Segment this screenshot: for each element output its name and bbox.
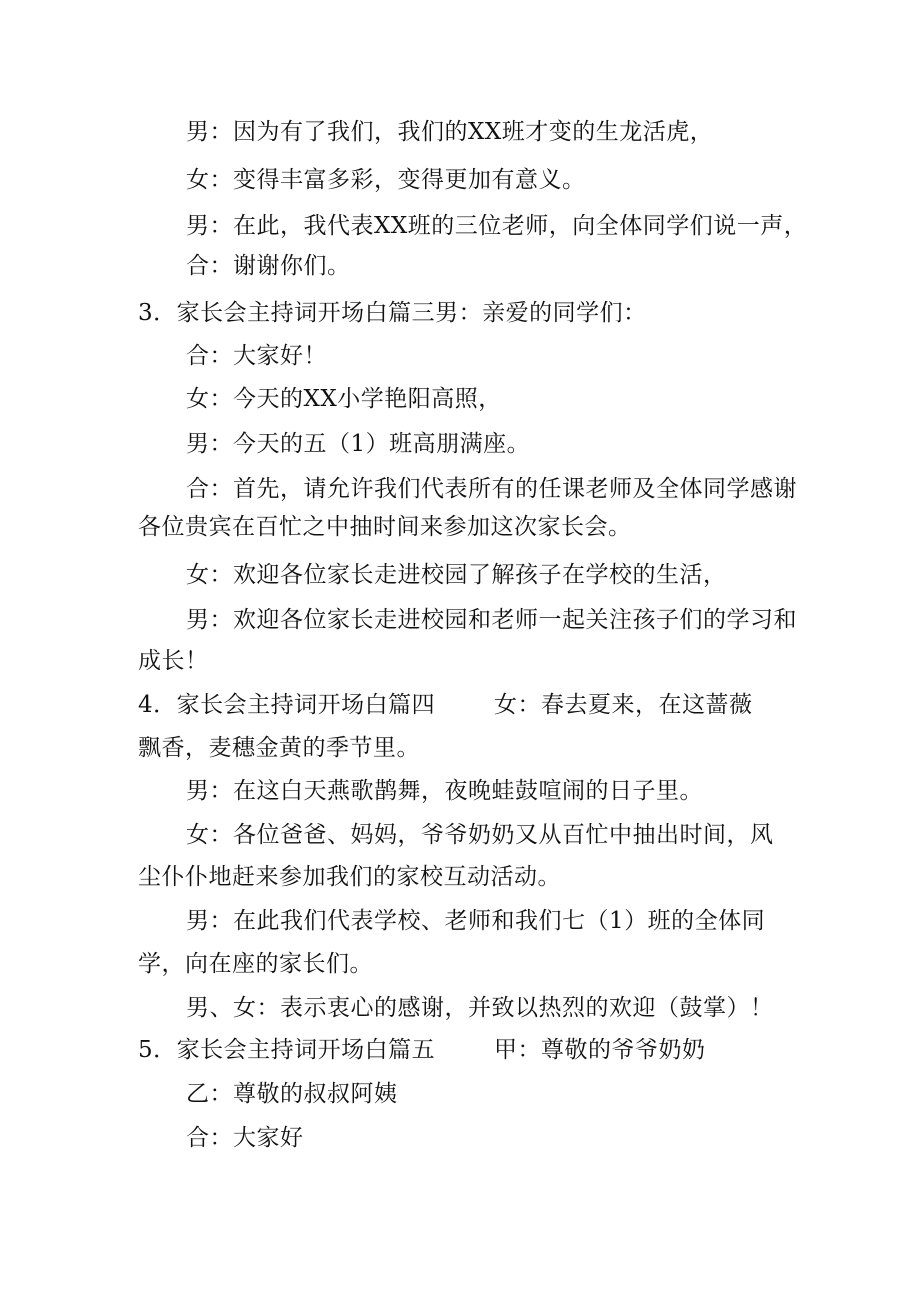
- paragraph-line: 乙：尊敬的叔叔阿姨: [186, 1081, 398, 1107]
- section-heading-5: 5．家长会主持词开场白篇五: [138, 1037, 436, 1063]
- paragraph-line: 男：欢迎各位家长走进校园和老师一起关注孩子们的学习和: [186, 607, 797, 633]
- paragraph-line: 尘仆仆地赶来参加我们的家校互动活动。: [138, 864, 561, 890]
- paragraph-line: 女：今天的XX小学艳阳高照，: [186, 386, 502, 412]
- paragraph-line: 各位贵宾在百忙之中抽时间来参加这次家长会。: [138, 514, 632, 540]
- paragraph-line: 男：在此我们代表学校、老师和我们七（1）班的全体同: [186, 908, 766, 934]
- paragraph-line: 女：各位爸爸、妈妈，爷爷奶奶又从百忙中抽出时间，风: [186, 822, 774, 848]
- paragraph-line: 合：谢谢你们。: [186, 253, 351, 279]
- section-heading-4: [138, 690, 435, 720]
- paragraph-line: 男：在此，我代表XX班的三位老师，向全体同学们说一声，: [186, 213, 808, 239]
- paragraph-line: 女：春去夏来，在这蔷薇: [494, 692, 753, 718]
- paragraph-line: 男、女：表示衷心的感谢，并致以热烈的欢迎（鼓掌）！: [186, 995, 774, 1021]
- paragraph-line: 合：大家好: [186, 1125, 304, 1151]
- paragraph-line: 女：欢迎各位家长走进校园了解孩子在学校的生活，: [186, 562, 727, 588]
- paragraph-line: 学，向在座的家长们。: [138, 951, 373, 977]
- paragraph-line: 合：首先，请允许我们代表所有的任课老师及全体同学感谢: [186, 476, 797, 502]
- paragraph-line: 甲：尊敬的爷爷奶奶: [494, 1037, 706, 1063]
- paragraph-line: 合：大家好！: [186, 343, 327, 369]
- section-heading-4-title: 4．家长会主持词开场白篇四: [138, 692, 436, 718]
- paragraph-line: 成长！: [138, 648, 209, 674]
- section-heading-3: 3．家长会主持词开场白篇三男：亲爱的同学们：: [138, 300, 647, 326]
- paragraph-line: 女：变得丰富多彩，变得更加有意义。: [186, 167, 586, 193]
- paragraph-line: 男：在这白天燕歌鹊舞，夜晚蛙鼓喧闹的日子里。: [186, 778, 703, 804]
- paragraph-line: 男：今天的五（1）班高朋满座。: [186, 431, 531, 457]
- paragraph-line: 男：因为有了我们，我们的XX班才变的生龙活虎，: [186, 119, 714, 145]
- paragraph-line: 飘香，麦穗金黄的季节里。: [138, 735, 420, 761]
